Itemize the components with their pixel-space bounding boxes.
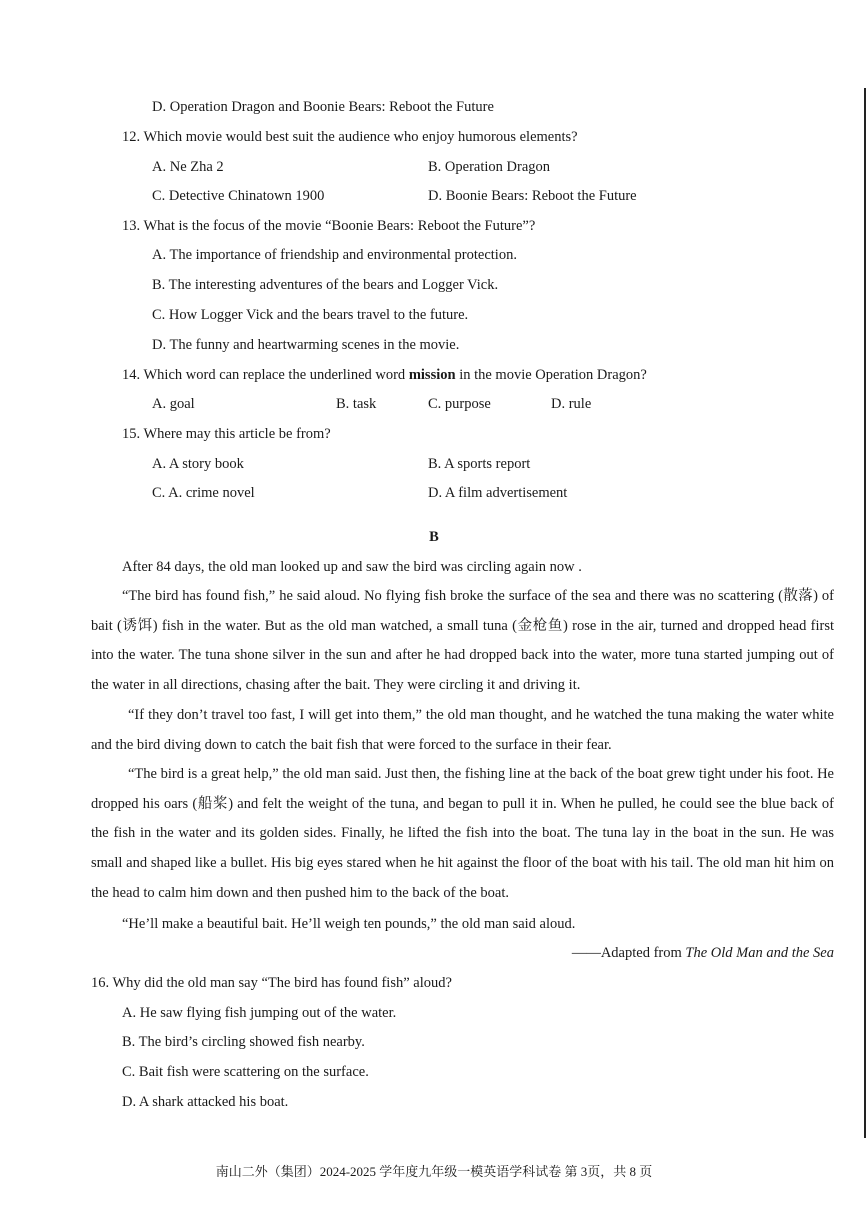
q15-stem: 15. Where may this article be from? bbox=[122, 426, 331, 442]
q14-keyword: mission bbox=[408, 367, 456, 383]
q13-stem: 13. What is the focus of the movie “Boonie Bears: Reboot the Future”? bbox=[122, 218, 536, 234]
q14-stem bbox=[122, 366, 647, 384]
q15-option-a: A. A story book bbox=[152, 456, 244, 472]
source-title: The Old Man and the Sea bbox=[685, 945, 834, 961]
passage-paragraph-1: After 84 days, the old man looked up and saw the bird was circling again now . bbox=[122, 559, 582, 575]
q16-option-b: B. The bird’s circling showed fish nearby. bbox=[122, 1034, 365, 1050]
q12-option-b: B. Operation Dragon bbox=[428, 159, 551, 175]
passage-source bbox=[572, 944, 834, 962]
section-heading: B bbox=[429, 529, 439, 545]
page-footer: 南山二外（集团）2024-2025 学年度九年级一模英语学科试卷 第 3页，共 8 页 bbox=[215, 1164, 653, 1179]
passage-paragraph-4: “The bird is a great help,” the old man said. Just then, the fishing line at the back of the boat grew tight under his foot. He dropped his oars (船桨) and felt the weight of the tuna, and began to pull it in. When he pulled, he could see the blue back of the fish in the water and its golden sides. Finally, he lifted the fish into the boat. The tuna lay in the boat in the sun. He was small and shaped like a bullet. His big eyes stared when he hit against the floor of the boat with his tail. The old man hit him on the head to calm him down and then pushed him to the back of the boat. bbox=[91, 766, 834, 901]
q12-option-c: C. Detective Chinatown 1900 bbox=[152, 188, 325, 204]
q13-option-a: A. The importance of friendship and environmental protection. bbox=[152, 247, 517, 263]
q14-option-a: A. goal bbox=[152, 396, 195, 412]
passage-paragraph-3: “If they don’t travel too fast, I will get into them,” the old man thought, and he watched the tuna making the water white and the bird diving down to catch the bait fish that were forced to the surface in their fear. bbox=[91, 707, 834, 753]
page-edge-line bbox=[864, 88, 866, 1138]
q16-option-d: D. A shark attacked his boat. bbox=[122, 1094, 289, 1110]
q14-option-b: B. task bbox=[336, 396, 377, 412]
q14-option-d: D. rule bbox=[551, 396, 592, 412]
q11-option-d: D. Operation Dragon and Boonie Bears: Reboot the Future bbox=[152, 99, 494, 115]
q15-option-b: B. A sports report bbox=[428, 456, 531, 472]
passage-paragraph-2: “The bird has found fish,” he said aloud. No flying fish broke the surface of the sea and there was no scattering (散落) of bait (诱饵) fish in the water. But as the old man watched, a small tuna (金枪鱼) rose in the air, turned and dropped head first into the water. The tuna shone silver in the sun and after he had dropped back into the water, more tuna started jumping out of the water in all directions, chasing after the bait. They were circling it and driving it. bbox=[91, 588, 834, 694]
q13-option-b: B. The interesting adventures of the bears and Logger Vick. bbox=[152, 277, 499, 293]
q12-option-d: D. Boonie Bears: Reboot the Future bbox=[428, 188, 637, 204]
q14-stem-post: in the movie Operation Dragon? bbox=[455, 367, 647, 383]
q16-stem: 16. Why did the old man say “The bird has found fish” aloud? bbox=[91, 975, 452, 991]
q14-stem-pre: 14. Which word can replace the underlined word bbox=[122, 367, 409, 383]
q12-option-a: A. Ne Zha 2 bbox=[152, 159, 224, 175]
source-prefix: ——Adapted from bbox=[571, 945, 686, 961]
q12-stem: 12. Which movie would best suit the audience who enjoy humorous elements? bbox=[122, 129, 578, 145]
q15-option-c: C. A. crime novel bbox=[152, 485, 255, 501]
q16-option-a: A. He saw flying fish jumping out of the water. bbox=[122, 1005, 397, 1021]
q15-option-d: D. A film advertisement bbox=[428, 485, 568, 501]
q13-option-c: C. How Logger Vick and the bears travel to the future. bbox=[152, 307, 469, 323]
passage-paragraph-5: “He’ll make a beautiful bait. He’ll weigh ten pounds,” the old man said aloud. bbox=[122, 916, 576, 932]
q14-option-c: C. purpose bbox=[428, 396, 491, 412]
q16-option-c: C. Bait fish were scattering on the surface. bbox=[122, 1064, 369, 1080]
q13-option-d: D. The funny and heartwarming scenes in the movie. bbox=[152, 337, 460, 353]
